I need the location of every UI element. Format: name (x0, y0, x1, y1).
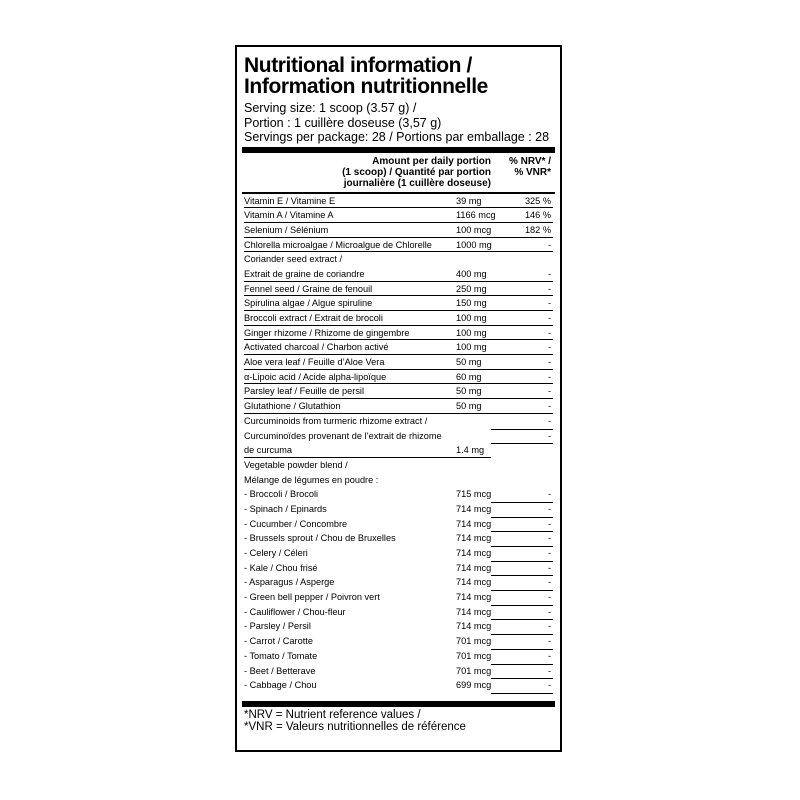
panel-title-english: Nutritional information / (244, 54, 472, 77)
nrv-column-header: % NRV* / % VNR* (508, 155, 551, 178)
table-row (244, 399, 553, 414)
table-row (244, 531, 553, 546)
nutrient-name: Broccoli extract / Extrait de brocoli (244, 313, 383, 323)
nutrient-name: Vitamin A / Vitamine A (244, 210, 334, 221)
nutrient-nrv-percent: - (547, 283, 551, 294)
nutrient-amount: 714 mcg (456, 533, 492, 544)
nutrient-nrv-percent: - (547, 577, 551, 588)
nutrient-nrv-percent: - (547, 386, 551, 397)
serving-portion: Portion : 1 cuillère doseuse (3,57 g) (244, 115, 442, 130)
nutrient-nrv-percent: - (547, 503, 551, 514)
nutrient-amount: 714 mcg (456, 577, 492, 588)
nutrient-amount: 400 mg (456, 268, 487, 279)
nutrient-amount: 100 mg (456, 327, 487, 338)
table-row (244, 326, 553, 341)
table-row (244, 502, 553, 517)
table-row (244, 561, 553, 576)
nutrient-name: - Tomato / Tomate (244, 650, 318, 661)
nutrient-name: Extrait de graine de coriandre (244, 268, 365, 279)
table-row (244, 340, 553, 355)
nutrient-amount: 100 mcg (456, 224, 492, 235)
nutrient-nrv-percent: - (547, 298, 551, 309)
table-row (244, 223, 553, 238)
nutrient-name: - Spinach / Epinards (244, 503, 327, 514)
amount-column-header: Amount per daily portion (1 scoop) / Quantité par portion journalière (1 cuillère doseuse) (342, 155, 491, 189)
nutrient-name: - Cauliflower / Chou-fleur (244, 606, 346, 617)
table-row (244, 678, 553, 693)
nutrient-name: Ginger rhizome / Rhizome de gingembre (244, 327, 410, 338)
table-row (244, 664, 553, 679)
nutrient-name: Vegetable powder blend / (244, 459, 348, 470)
table-row (244, 296, 553, 311)
table-row (244, 443, 553, 458)
nutrient-name: - Parsley / Persil (244, 621, 311, 632)
nutrient-name: Aloe vera leaf / Feuille d’Aloe Vera (244, 357, 385, 368)
nutrient-name: Selenium / Sélénium (244, 224, 329, 235)
nutrient-nrv-percent: - (547, 621, 551, 632)
nutrient-nrv-percent: - (547, 313, 551, 323)
nutrient-nrv-percent: - (547, 371, 551, 382)
table-row (244, 605, 553, 620)
table-row (244, 194, 553, 209)
nutrient-name: Curcuminoïdes provenant de l’extrait de rhizome (244, 430, 442, 441)
table-row (244, 575, 553, 590)
table-row (244, 311, 553, 326)
nutrient-nrv-percent: - (547, 430, 551, 441)
nutrient-nrv-percent: - (547, 268, 551, 279)
nutrient-nrv-percent: - (547, 636, 551, 647)
nutrient-name: Curcuminoids from turmeric rhizome extract / (244, 415, 428, 426)
nutrient-name: - Green bell pepper / Poivron vert (244, 592, 380, 603)
servings-per-package: Servings per package: 28 / Portions par emballage : 28 (244, 130, 550, 144)
table-row (244, 238, 553, 253)
table-row (244, 414, 553, 429)
nutrient-amount: 714 mcg (456, 548, 492, 558)
nutrient-name: Mélange de légumes en poudre : (244, 474, 379, 485)
table-row (244, 649, 553, 664)
table-header (244, 153, 553, 192)
nutrient-name: - Kale / Chou frisé (244, 562, 318, 573)
nutrient-amount: 60 mg (456, 371, 482, 382)
footnote-vnr: *VNR = Valeurs nutritionnelles de référence (244, 720, 466, 733)
nutrient-amount: 715 mcg (456, 489, 492, 500)
nutrient-amount: 701 mcg (456, 636, 492, 647)
nutrient-nrv-percent: 146 % (524, 210, 551, 221)
nutrient-nrv-percent: 182 % (524, 224, 551, 235)
nutrient-nrv-percent: 325 % (524, 195, 551, 206)
nutrient-amount: 714 mcg (456, 621, 492, 632)
nutrient-name: - Celery / Céleri (244, 548, 308, 558)
nutrient-nrv-percent: - (547, 592, 551, 603)
nutrient-name: - Carrot / Carotte (244, 636, 313, 647)
nutrient-nrv-percent: - (547, 680, 551, 691)
nutrient-name: Glutathione / Glutathion (244, 401, 341, 412)
nutrient-nrv-percent: - (547, 342, 551, 353)
nutrient-name: - Asparagus / Asperge (244, 577, 335, 588)
nutrient-name: - Broccoli / Brocoli (244, 489, 319, 500)
nutrient-amount: 701 mcg (456, 650, 492, 661)
table-row (244, 458, 553, 473)
nutrient-nrv-percent: - (547, 606, 551, 617)
nutrient-amount: 699 mcg (456, 680, 492, 691)
nutrient-nrv-percent: - (547, 548, 551, 558)
table-row (244, 634, 553, 649)
nutrient-amount: 50 mg (456, 401, 482, 412)
table-row (244, 429, 553, 444)
nutrient-amount: 714 mcg (456, 562, 492, 573)
nutrient-nrv-percent: - (547, 415, 551, 426)
nutrient-name: Chlorella microalgae / Microalgue de Chlorelle (244, 239, 432, 250)
nutrient-amount: 714 mcg (456, 592, 492, 603)
nutrient-name: Coriander seed extract / (244, 254, 343, 265)
nutrient-nrv-percent: - (547, 665, 551, 676)
thick-divider-bottom (242, 701, 555, 707)
nutrient-amount: 50 mg (456, 386, 482, 397)
nrv-cell-underline (491, 693, 553, 694)
table-row (244, 517, 553, 532)
nutrient-amount: 100 mg (456, 313, 487, 323)
nutrient-name: Vitamin E / Vitamine E (244, 195, 336, 206)
table-row (244, 282, 553, 297)
nutrient-amount: 714 mcg (456, 503, 492, 514)
nutrient-name: - Beet / Betterave (244, 665, 316, 676)
nutrient-amount: 1166 mcg (456, 210, 496, 221)
nutrient-nrv-percent: - (547, 650, 551, 661)
nutrient-amount: 50 mg (456, 357, 482, 368)
nutrient-nrv-percent: - (547, 327, 551, 338)
nutrient-nrv-percent: - (547, 489, 551, 500)
nutrient-nrv-percent: - (547, 401, 551, 412)
nutrient-name: Parsley leaf / Feuille de persil (244, 386, 365, 397)
table-row (244, 252, 553, 267)
footnote-nrv: *NRV = Nutrient reference values / (244, 708, 421, 721)
table-row (244, 208, 553, 223)
table-row (244, 267, 553, 282)
nutrient-amount: 714 mcg (456, 606, 492, 617)
nutrient-amount: 701 mcg (456, 665, 492, 676)
nutrient-name: α-Lipoic acid / Acide alpha-lipoïque (244, 371, 387, 382)
nutrient-nrv-percent: - (547, 562, 551, 573)
nutrient-name: - Cabbage / Chou (244, 680, 317, 691)
panel-title-french: Information nutritionnelle (244, 75, 488, 98)
nutrient-amount: 100 mg (456, 342, 487, 353)
serving-size: Serving size: 1 scoop (3.57 g) / (244, 101, 417, 115)
table-row (244, 370, 553, 385)
nutrient-name: - Brussels sprout / Chou de Bruxelles (244, 533, 396, 544)
nutrient-nrv-percent: - (547, 518, 551, 529)
nutrient-name: - Cucumber / Concombre (244, 518, 348, 529)
nutrient-nrv-percent: - (547, 239, 551, 250)
table-row (244, 546, 553, 561)
nutrient-name: Activated charcoal / Charbon activé (244, 342, 389, 353)
nutrient-name: Spirulina algae / Algue spiruline (244, 298, 373, 309)
table-row (244, 619, 553, 634)
serving-info (244, 101, 553, 145)
nutrient-nrv-percent: - (547, 533, 551, 544)
table-row (244, 590, 553, 605)
nutrient-amount: 250 mg (456, 283, 487, 294)
nutrient-name: Fennel seed / Graine de fenouil (244, 283, 373, 294)
nutrient-amount: 1.4 mg (456, 445, 485, 456)
nutrient-amount: 714 mcg (456, 518, 492, 529)
nutrition-facts-panel (235, 45, 562, 752)
nutrient-amount: 39 mg (456, 195, 482, 206)
nutrient-nrv-percent: - (547, 357, 551, 368)
table-row (244, 473, 553, 488)
footnotes (244, 709, 553, 733)
nutrient-amount: 1000 mg (456, 239, 492, 250)
nutrient-amount: 150 mg (456, 298, 487, 309)
nutrient-table (244, 194, 553, 693)
table-row (244, 384, 553, 399)
table-row (244, 355, 553, 370)
nutrient-name: de curcuma (244, 445, 293, 456)
table-row (244, 487, 553, 502)
